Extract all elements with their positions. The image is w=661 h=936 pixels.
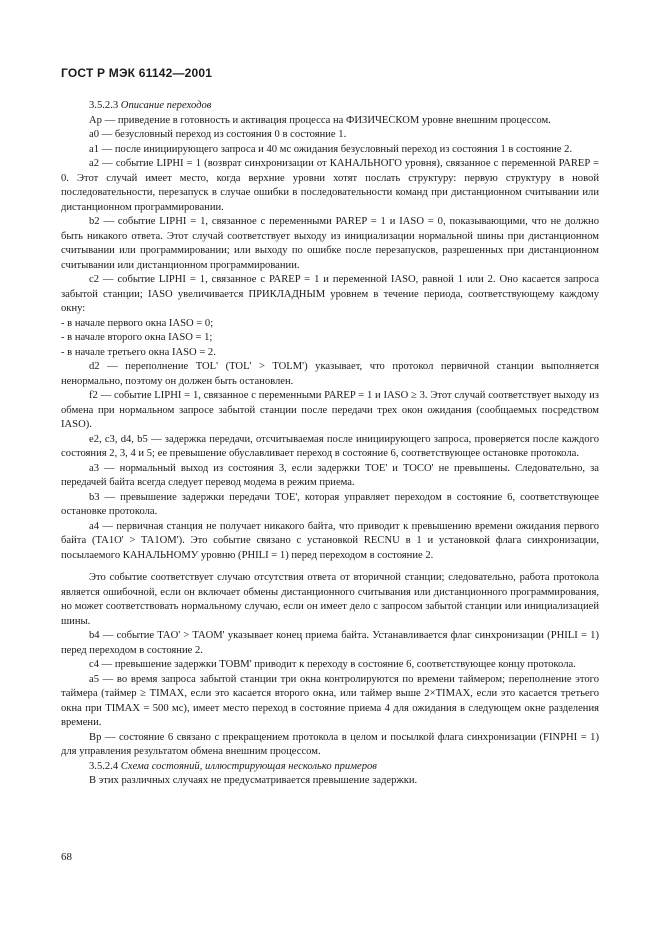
section-title: Описание переходов [120,100,212,111]
paragraph: Вр — состояние 6 связано с прекращением протокола в целом и посылкой флага синхронизации (FINPHI = 1) для управления результатом обмена внешним процессом. [61,731,599,757]
paragraph: f2 — событие LIPHI = 1, связанное с переменными РАREP = 1 и IASO ≥ 3. Этот случай соответствует выходу из обмена при нормальном запросе забытой станции после передачи трех окон ожидания (сообщаемых посредством IASO). [61,390,599,430]
paragraph: а3 — нормальный выход из состояния 3, если задержки TOE' и TOCO' не превышены. Следовательно, за передачей байта всегда следует перевод модема в режим приема. [61,462,599,488]
list-item: - в начале второго окна IASO = 1; [61,332,213,343]
paragraph: а2 — событие LIPHI = 1 (возврат синхронизации от КАНАЛЬНОГО уровня), связанное с переменной РАREP = 0. Этот случай имеет место, когда верхние уровни хотят послать структуру: первую структуру в новой последовательности, перезапуск в случае ошибки в последовательности команд при дистанционном считывании или дистанционном программировании. [61,158,599,213]
paragraph: а0 — безусловный переход из состояния 0 в состояние 1. [89,129,347,140]
page-header: ГОСТ Р МЭК 61142—2001 [61,66,213,80]
paragraph: Ар — приведение в готовность и активация процесса на ФИЗИЧЕСКОМ уровне внешним процессом. [89,114,551,126]
paragraph: Это событие соответствует случаю отсутствия ответа от вторичной станции; следовательно, работа протокола является ошибочной, если он включает обмены дистанционного считывания или дистанционного программирования, но может соответствовать нормальному случаю, если он имеет дело с запросом забытой станции или инициализацией шины. [61,572,599,627]
paragraph: а1 — после инициирующего запроса и 40 мс ожидания безусловный переход из состояния 1 в состояние 2. [89,143,573,155]
section-number: 3.5.2.3 [89,100,119,111]
paragraph: с4 — превышение задержки TOBM' приводит к переходу в состояние 6, соответствующее концу протокола. [89,659,576,670]
page-number: 68 [61,851,72,863]
paragraph: а5 — во время запроса забытой станции три окна контролируются по времени таймером; переполнение этого таймера (таймер ≥ TIMAX, если это касается второго окна, или таймер выше 2×TIMAX, если это касается третьего окна при TIMAX = 500 мс), имеет место переход в состояние приема 4 для ожидания в следующем окне разделения времени. [61,673,599,728]
list-item: - в начале первого окна IASO = 0; [61,317,214,329]
paragraph: b4 — событие TAO' > TAOM' указывает конец приема байта. Устанавливается флаг синхронизации (PHILI = 1) перед переходом в состояние 2. [61,630,599,656]
paragraph: d2 — переполнение TOL' (TOL' > TOLM') указывает, что протокол первичной станции выполняется ненормально, поэтому он должен быть остановлен. [61,361,599,387]
paragraph: В этих различных случаях не предусматривается превышение задержки. [89,775,418,786]
paragraph: b3 — превышение задержки передачи TOE', которая управляет переходом в состояние 6, соответствующее остановке протокола. [61,491,599,517]
list-item: - в начале третьего окна IASO = 2. [61,346,216,358]
paragraph: с2 — событие LIPHI = 1, связанное с РАREP = 1 и переменной IASO, равной 1 или 2. Оно касается запроса забытой станции; IASO увеличивается ПРИКЛАДНЫМ уровнем в течение периода, соответствующему каждому окну: [61,274,599,314]
section-number: 3.5.2.4 [89,760,119,772]
paragraph: е2, с3, d4, b5 — задержка передачи, отсчитываемая после инициирующего запроса, проверяется после каждого состояния 2, 3, 4 и 5; ее превышение обуславливает переход в состояние 6, соответствующее остановке протокола. [61,433,599,459]
paragraph: b2 — событие LIPHI = 1, связанное с переменными РАREP = 1 и IASO = 0, показывающими, что не должно быть никакого ответа. Этот случай соответствует выходу из инициализации нормальной шины при дистанционном считывании или программировании; или выходу по ошибке после перезапусков, разрешенных при дистанционном считывании или дистанционном программировании. [61,216,599,271]
section-title: Схема состояний, иллюстрирующая несколько примеров [120,760,377,772]
section-heading-3-5-2-3 [61,99,599,114]
page-content [61,99,599,789]
paragraph: а4 — первичная станция не получает никакого байта, что приводит к превышению времени ожидания первого байта (TA1O' > TA1OM'). Это событие связано с установкой RECNU в 1 и установкой флага синхронизации, посылаемого КАНАЛЬНОМУ уровню (PHILI = 1) перед переходом в состояние 2. [61,520,599,561]
section-heading-3-5-2-4 [61,760,599,775]
